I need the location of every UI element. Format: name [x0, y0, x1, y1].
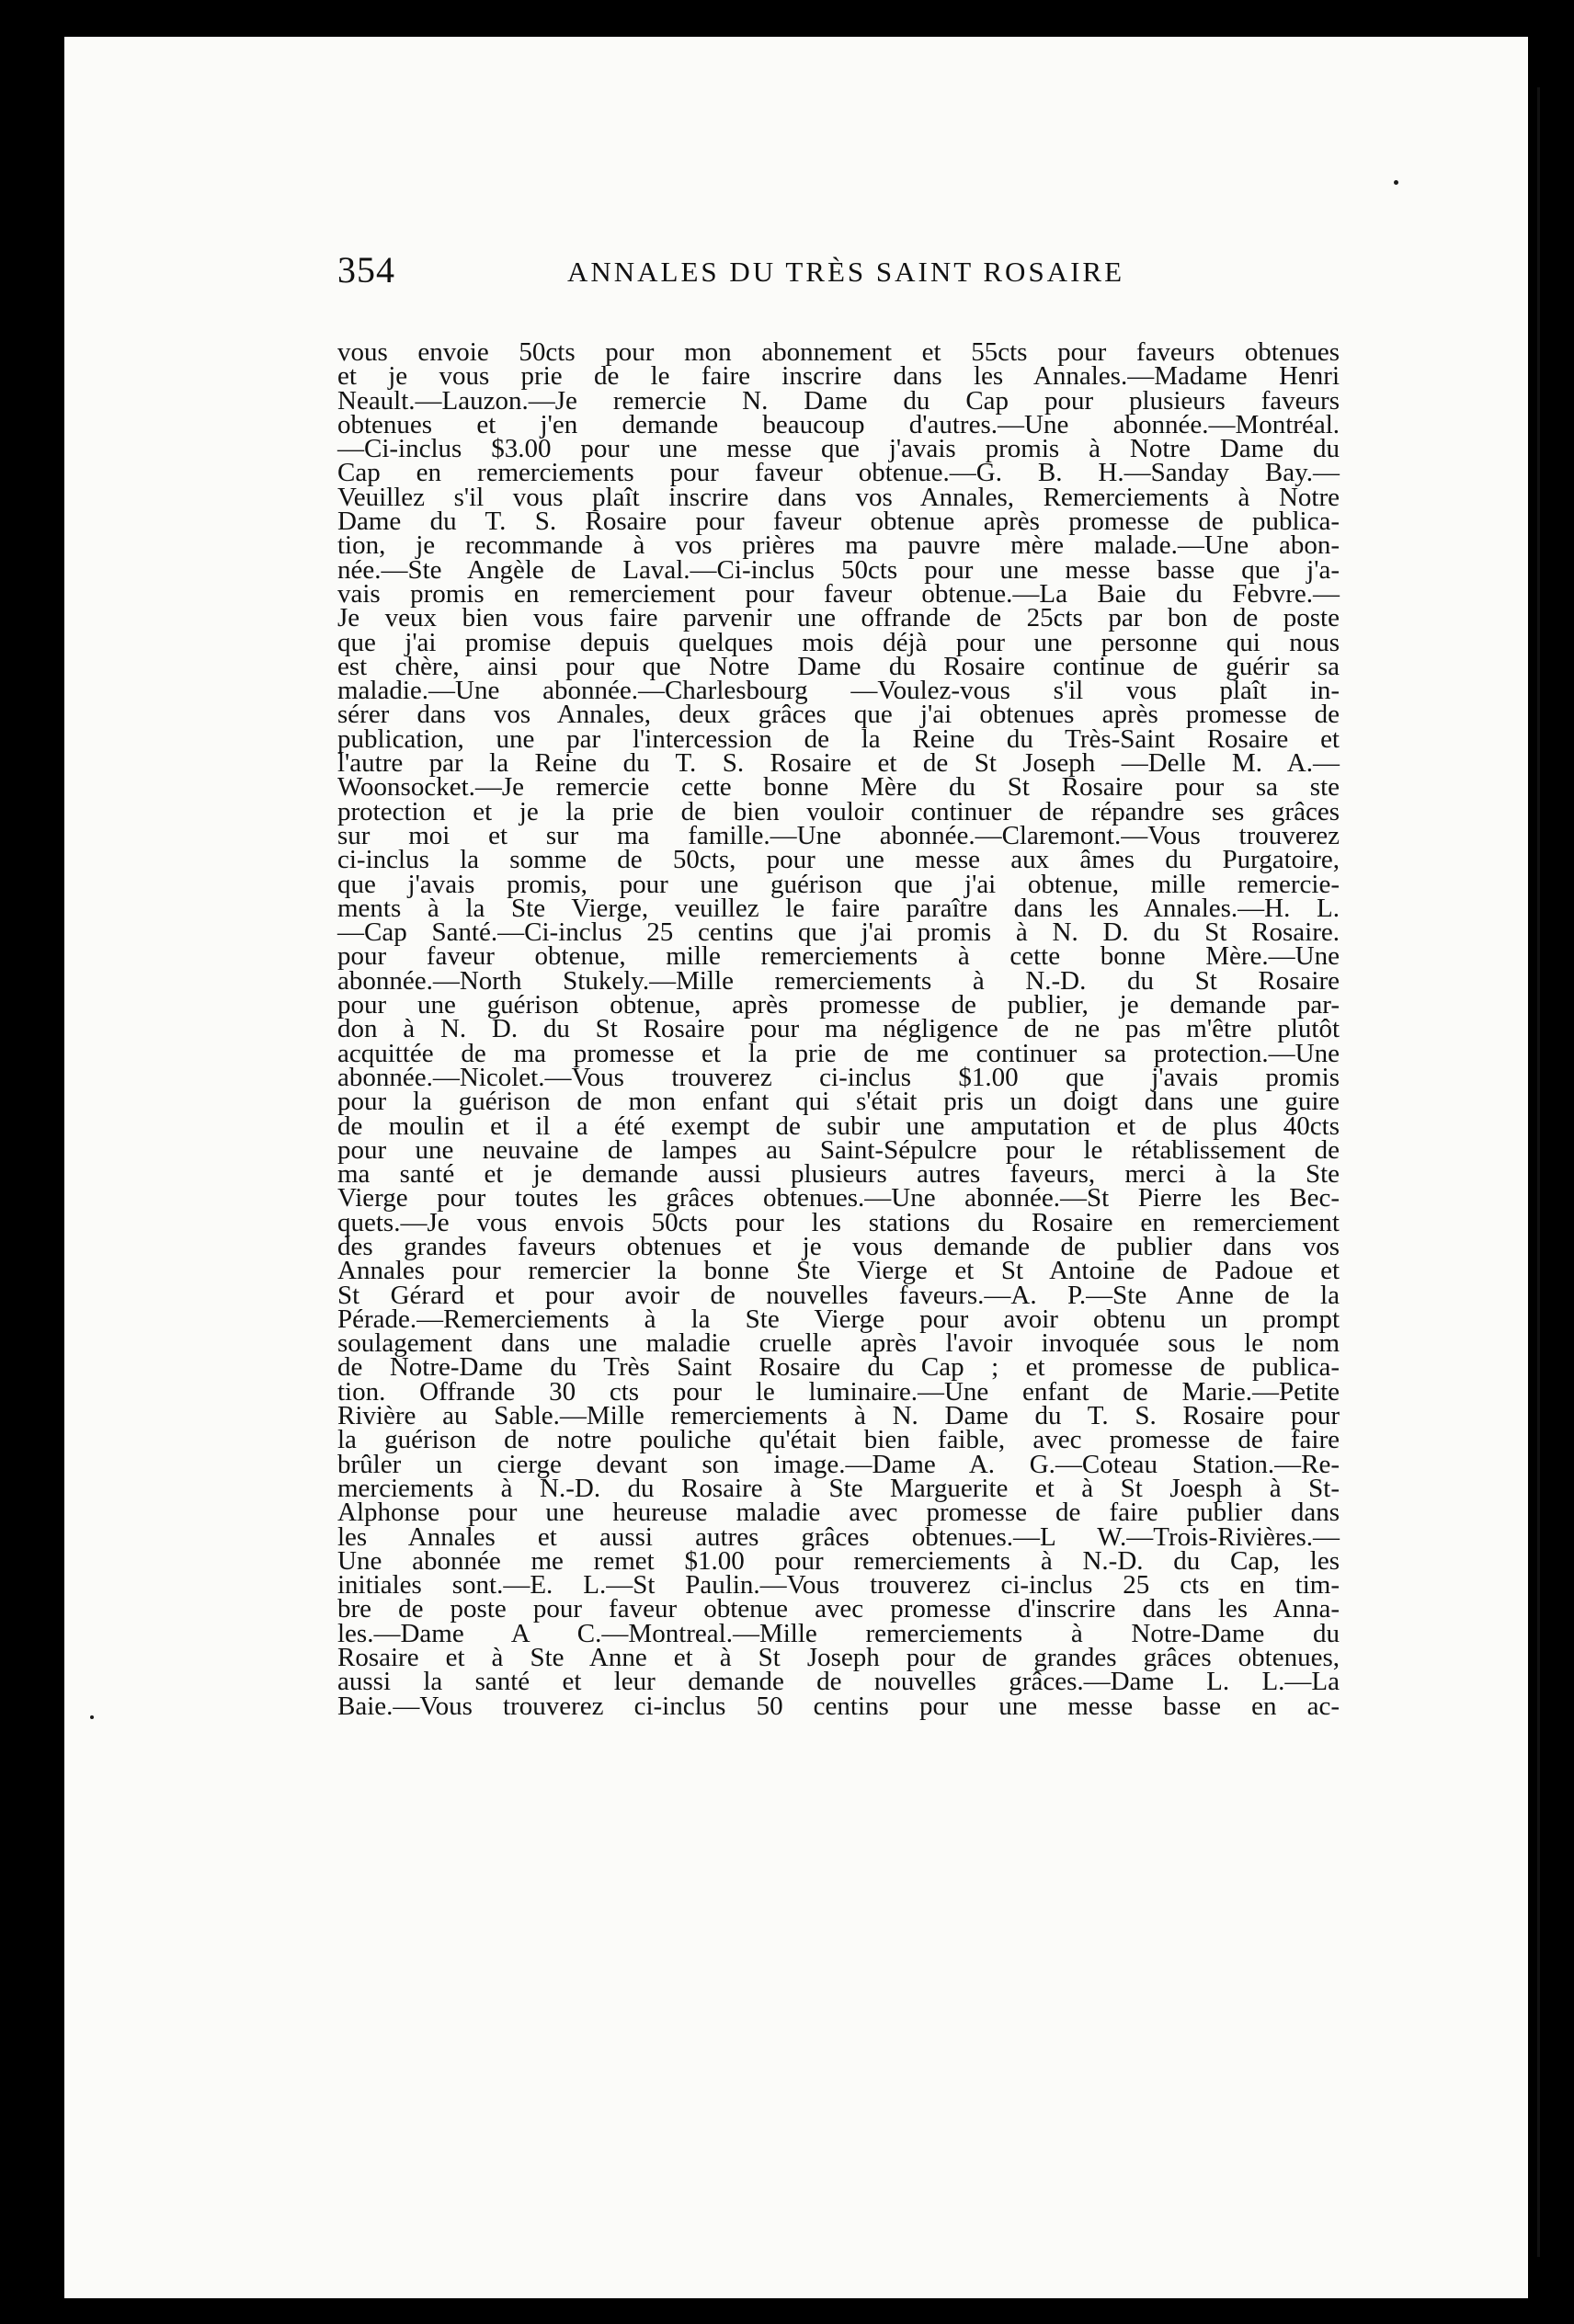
text-line: —Cap Santé.—Ci-inclus 25 centins que j'ai promis à N. D. du St Rosaire.: [337, 917, 1340, 948]
text-line: Annales pour remercier la bonne Ste Vierge et St Antoine de Padoue et: [337, 1256, 1340, 1286]
dust-speck: [90, 1715, 94, 1719]
text-line: vous envoie 50cts pour mon abonnement et 55cts pour faveurs obtenues: [337, 337, 1340, 367]
text-line: Baie.—Vous trouverez ci-inclus 50 centins pour une messe basse en ac-: [337, 1691, 1340, 1721]
page-header: [337, 248, 1349, 303]
text-line: Rosaire et à Ste Anne et à St Joseph pour de grandes grâces obtenues,: [337, 1643, 1340, 1673]
text-line: l'autre par la Reine du T. S. Rosaire et de St Joseph —Delle M. A.—: [337, 748, 1340, 779]
text-line: de Notre-Dame du Très Saint Rosaire du Cap ; et promesse de publica-: [337, 1352, 1340, 1383]
text-line: sur moi et sur ma famille.—Une abonnée.—Claremont.—Vous trouverez: [337, 820, 1340, 850]
text-line: Pérade.—Remerciements à la Ste Vierge pour avoir obtenu un prompt: [337, 1304, 1340, 1334]
text-line: que j'ai promise depuis quelques mois déjà pour une personne qui nous: [337, 627, 1340, 657]
text-line: quets.—Je vous envois 50cts pour les stations du Rosaire en remerciement: [337, 1207, 1340, 1237]
text-line: Veuillez s'il vous plaît inscrire dans vos Annales, Remerciements à Notre: [337, 482, 1340, 512]
running-title: ANNALES DU TRÈS SAINT ROSAIRE: [567, 256, 1125, 288]
text-line: don à N. D. du St Rosaire pour ma négligence de ne pas m'être plutôt: [337, 1014, 1340, 1044]
text-line: abonnée.—North Stukely.—Mille remerciements à N.-D. du St Rosaire: [337, 965, 1340, 996]
text-line: Alphonse pour une heureuse maladie avec promesse de faire publier dans: [337, 1498, 1340, 1528]
text-line: brûler un cierge devant son image.—Dame A. G.—Coteau Station.—Re-: [337, 1449, 1340, 1479]
text-line: acquittée de ma promesse et la prie de me continuer sa protection.—Une: [337, 1038, 1340, 1068]
text-line: que j'avais promis, pour une guérison que j'ai obtenue, mille remercie-: [337, 869, 1340, 899]
text-line: pour la guérison de mon enfant qui s'était pris un doigt dans une guire: [337, 1087, 1340, 1117]
text-line: Vierge pour toutes les grâces obtenues.—Une abonnée.—St Pierre les Bec-: [337, 1183, 1340, 1213]
text-line: est chère, ainsi pour que Notre Dame du Rosaire continue de guérir sa: [337, 651, 1340, 681]
text-line: des grandes faveurs obtenues et je vous demande de publier dans vos: [337, 1231, 1340, 1261]
text-line: pour une neuvaine de lampes au Saint-Sépulcre pour le rétablissement de: [337, 1134, 1340, 1165]
text-line: —Ci-inclus $3.00 pour une messe que j'avais promis à Notre Dame du: [337, 434, 1340, 464]
text-line: Dame du T. S. Rosaire pour faveur obtenue après promesse de publica-: [337, 507, 1340, 537]
text-line: ma santé et je demande aussi plusieurs autres faveurs, merci à la Ste: [337, 1159, 1340, 1190]
text-line: Neault.—Lauzon.—Je remercie N. Dame du Cap pour plusieurs faveurs: [337, 385, 1340, 416]
text-line: les.—Dame A C.—Montreal.—Mille remerciements à Notre-Dame du: [337, 1618, 1340, 1648]
text-line: abonnée.—Nicolet.—Vous trouverez ci-inclus $1.00 que j'avais promis: [337, 1062, 1340, 1092]
body-text: [337, 337, 1340, 1721]
text-line: Rivière au Sable.—Mille remerciements à N. Dame du T. S. Rosaire pour: [337, 1401, 1340, 1431]
text-line: Cap en remerciements pour faveur obtenue.—G. B. H.—Sanday Bay.—: [337, 458, 1340, 488]
text-line: les Annales et aussi autres grâces obtenues.—L W.—Trois-Rivières.—: [337, 1521, 1340, 1552]
dust-speck: [1394, 180, 1398, 185]
text-line: initiales sont.—E. L.—St Paulin.—Vous trouverez ci-inclus 25 cts en tim-: [337, 1570, 1340, 1601]
text-line: la guérison de notre pouliche qu'était bien faible, avec promesse de faire: [337, 1425, 1340, 1455]
text-line: tion. Offrande 30 cts pour le luminaire.—Une enfant de Marie.—Petite: [337, 1376, 1340, 1407]
text-line: bre de poste pour faveur obtenue avec promesse d'inscrire dans les Anna-: [337, 1594, 1340, 1624]
text-line: pour faveur obtenue, mille remerciements à cette bonne Mère.—Une: [337, 941, 1340, 972]
text-line: pour une guérison obtenue, après promesse de publier, je demande par-: [337, 990, 1340, 1020]
text-line: ci-inclus la somme de 50cts, pour une messe aux âmes du Purgatoire,: [337, 845, 1340, 875]
text-line: tion, je recommande à vos prières ma pauvre mère malade.—Une abon-: [337, 530, 1340, 561]
text-line: et je vous prie de le faire inscrire dans les Annales.—Madame Henri: [337, 361, 1340, 392]
text-line: merciements à N.-D. du Rosaire à Ste Marguerite et à St Joesph à St-: [337, 1473, 1340, 1503]
text-line: aussi la santé et leur demande de nouvelles grâces.—Dame L. L.—La: [337, 1667, 1340, 1697]
text-line: protection et je la prie de bien vouloir continuer de répandre ses grâces: [337, 796, 1340, 826]
text-line: Je veux bien vous faire parvenir une offrande de 25cts par bon de poste: [337, 603, 1340, 633]
scan-edge-line: [1537, 87, 1540, 2257]
page-number: 354: [337, 249, 395, 290]
text-line: ments à la Ste Vierge, veuillez le faire paraître dans les Annales.—H. L.: [337, 893, 1340, 923]
text-line: vais promis en remerciement pour faveur obtenue.—La Baie du Febvre.—: [337, 578, 1340, 609]
text-line: publication, une par l'intercession de la Reine du Très-Saint Rosaire et: [337, 723, 1340, 754]
text-line: Woonsocket.—Je remercie cette bonne Mère du St Rosaire pour sa ste: [337, 772, 1340, 803]
text-line: Une abonnée me remet $1.00 pour remerciements à N.-D. du Cap, les: [337, 1545, 1340, 1576]
text-line: maladie.—Une abonnée.—Charlesbourg —Voulez-vous s'il vous plaît in-: [337, 676, 1340, 706]
text-line: soulagement dans une maladie cruelle après l'avoir invoquée sous le nom: [337, 1328, 1340, 1359]
text-line: sérer dans vos Annales, deux grâces que j'ai obtenues après promesse de: [337, 700, 1340, 730]
text-line: St Gérard et pour avoir de nouvelles faveurs.—A. P.—Ste Anne de la: [337, 1280, 1340, 1310]
text-line: de moulin et il a été exempt de subir une amputation et de plus 40cts: [337, 1111, 1340, 1141]
text-line: née.—Ste Angèle de Laval.—Ci-inclus 50cts pour une messe basse que j'a-: [337, 554, 1340, 585]
text-line: obtenues et j'en demande beaucoup d'autres.—Une abonnée.—Montréal.: [337, 409, 1340, 439]
